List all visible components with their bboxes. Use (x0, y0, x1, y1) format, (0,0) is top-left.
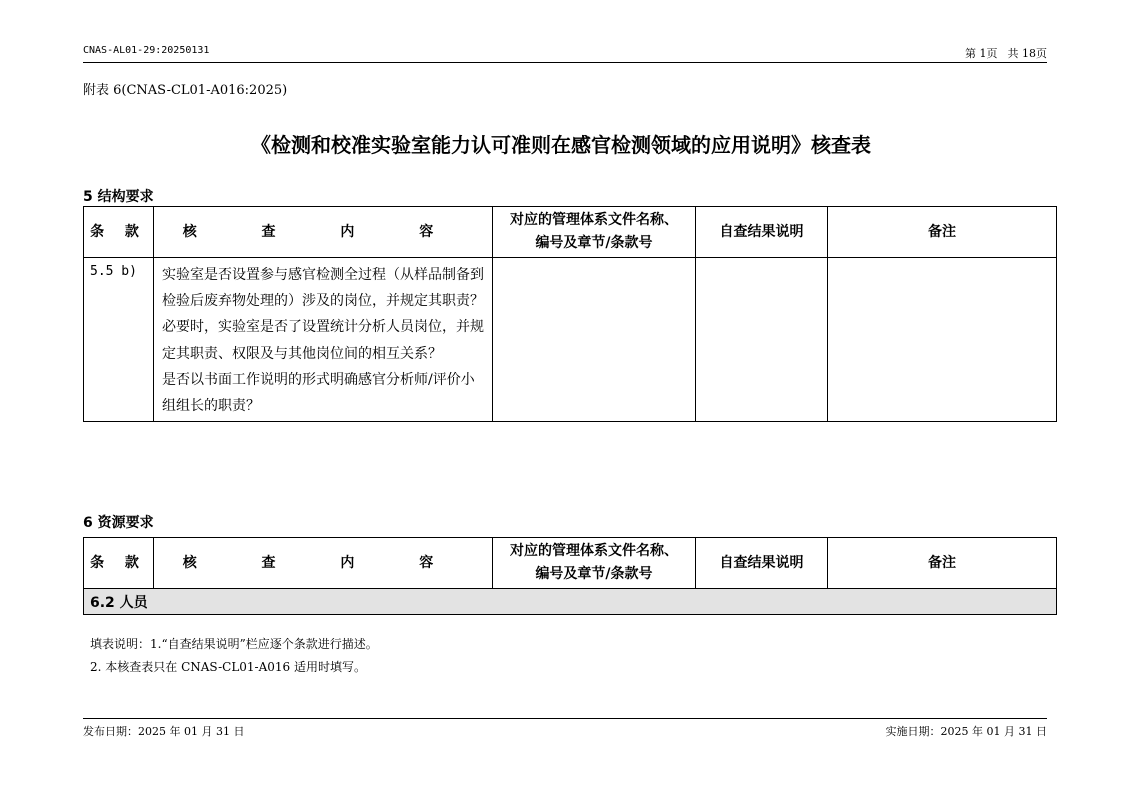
fill-note-2: 2. 本核查表只在 CNAS-CL01-A016 适用时填写。 (90, 660, 367, 674)
table-row (84, 258, 1057, 422)
col-header-content: 核 查 内 容 (154, 207, 493, 258)
clause-cell: 5.5 b) (84, 258, 154, 422)
col-header-self-check: 自查结果说明 (696, 538, 828, 589)
col-header-clause: 条 款 (84, 207, 154, 258)
col-header-self-check: 自查结果说明 (696, 207, 828, 258)
issue-date: 发布日期：2025 年 01 月 31 日 (83, 725, 245, 738)
table-header-row (84, 538, 1057, 589)
col-header-content: 核 查 内 容 (154, 538, 493, 589)
page-total: 共 18页 (1007, 47, 1047, 60)
subsection-heading: 6.2 人员 (84, 589, 1057, 615)
footer-rule (83, 718, 1047, 719)
page-indicator (965, 45, 1047, 61)
fill-note-1: 填表说明：1.“自查结果说明”栏应逐个条款进行描述。 (90, 637, 378, 651)
table-header-row (84, 207, 1057, 258)
document-code: CNAS-AL01-29:20250131 (83, 45, 210, 56)
col-header-doc-ref: 对应的管理体系文件名称、 编号及章节/条款号 (493, 538, 696, 589)
self-check-cell[interactable] (696, 258, 828, 422)
section-5-heading: 5 结构要求 (83, 189, 154, 205)
doc-ref-cell[interactable] (493, 258, 696, 422)
col-header-clause: 条 款 (84, 538, 154, 589)
remarks-cell[interactable] (828, 258, 1057, 422)
header-rule (83, 62, 1047, 63)
page-title: 《检测和校准实验室能力认可准则在感官检测领域的应用说明》核查表 (251, 133, 871, 157)
col-header-remarks: 备注 (828, 538, 1057, 589)
col-header-remarks: 备注 (828, 207, 1057, 258)
page-number: 第 1页 (965, 47, 998, 60)
section-6-heading: 6 资源要求 (83, 515, 154, 531)
check-content-cell (154, 258, 493, 422)
col-header-doc-ref: 对应的管理体系文件名称、 编号及章节/条款号 (493, 207, 696, 258)
subsection-row (84, 589, 1057, 615)
check-content-paragraph: 实验室是否设置参与感官检测全过程（从样品制备到检验后废弃物处理的）涉及的岗位，并规定其职责？必要时，实验室是否了设置统计分析人员岗位，并规定其职责、权限及与其他岗位间的相互关系？ (162, 267, 484, 362)
effective-date: 实施日期：2025 年 01 月 31 日 (885, 725, 1047, 738)
section-5-table (83, 206, 1057, 422)
annex-label: 附表 6(CNAS-CL01-A016:2025) (83, 83, 288, 98)
section-6-table (83, 537, 1057, 615)
check-content-paragraph: 是否以书面工作说明的形式明确感官分析师/评价小组组长的职责？ (162, 371, 475, 415)
